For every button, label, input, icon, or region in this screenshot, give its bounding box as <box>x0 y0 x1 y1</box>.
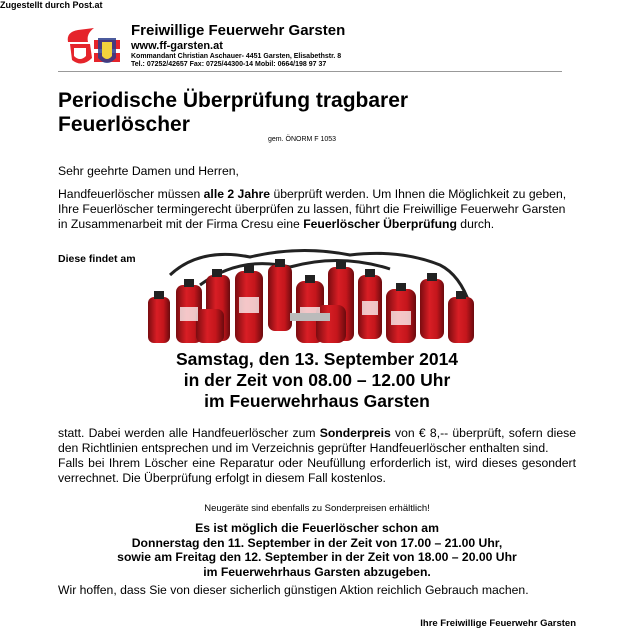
signature: Ihre Freiwillige Feuerwehr Garsten <box>420 618 576 629</box>
org-address: Kommandant Christian Aschauer- 4451 Garsten, Elisabethstr. 8 <box>131 53 342 60</box>
event-date: Samstag, den 13. September 2014 <box>175 349 459 369</box>
diese-findet-label: Diese findet am <box>58 253 136 265</box>
event-date-block <box>58 349 576 412</box>
intro-text: Handfeuerlöscher müssen <box>58 187 204 201</box>
details-text: von € 8,-- überprüft, sofern diese den Richtlinien entsprechen und im Verzeichnis geprüfter Handfeuerlöscher enthalten sind. <box>58 426 577 455</box>
event-location: im Feuerwehrhaus Garsten <box>204 391 430 411</box>
early-dropoff-thursday: Donnerstag den 11. September in der Zeit von 17.00 – 21.00 Uhr, <box>131 535 503 550</box>
header-divider <box>58 71 562 72</box>
details-text: statt. Dabei werden alle Handfeuerlöscher zum <box>58 426 320 440</box>
special-price-emphasis: Sonderpreis <box>319 426 391 440</box>
new-devices-note: Neugeräte sind ebenfalls zu Sonderpreisen erhältlich! <box>204 503 430 514</box>
early-dropoff-location: im Feuerwehrhaus Garsten abzugeben. <box>203 564 431 579</box>
org-website-link[interactable]: www.ff-garsten.at <box>131 40 223 52</box>
delivery-note: Zugestellt durch Post.at <box>0 0 103 10</box>
intro-text: überprüft werden. Um Ihnen die Möglichkeit zu geben, Ihre Feuerlöscher termingerecht überprüfen zu lassen, führt die Freiwillige Feuerwehr Garsten in Zusammenarbeit mit der Firma Cresu eine <box>58 187 567 231</box>
org-name: Freiwillige Feuerwehr Garsten <box>131 22 346 39</box>
early-dropoff-line: Es ist möglich die Feuerlöscher schon am <box>195 521 439 535</box>
repair-note: Falls bei Ihrem Löscher eine Reparatur oder Neufüllung erforderlich ist, wird dieses gesondert verrechnet. Die Überprüfung erfolgt in diesem Fall kostenlos. <box>58 456 576 485</box>
org-contact: Tel.: 07252/42657 Fax: 0725/44300-14 Mobil: 0664/198 97 37 <box>131 61 327 68</box>
document-title: Periodische Überprüfung tragbarer Feuerlöscher <box>58 89 409 136</box>
intro-paragraph <box>58 187 576 232</box>
fire-brigade-logo-icon <box>64 24 124 70</box>
intro-text: durch. <box>456 217 495 231</box>
fire-extinguishers-photo <box>140 245 485 345</box>
early-dropoff-friday: sowie am Freitag den 12. September in der Zeit von 18.00 – 20.00 Uhr <box>117 550 517 564</box>
intro-emphasis-check: Feuerlöscher Überprüfung <box>303 217 457 231</box>
early-dropoff-block <box>58 521 576 579</box>
salutation: Sehr geehrte Damen und Herren, <box>58 164 239 178</box>
norm-reference: gem. ÖNORM F 1053 <box>268 136 337 143</box>
closing-paragraph: Wir hoffen, dass Sie von dieser sicherlich günstigen Aktion reichlich Gebrauch machen. <box>58 583 529 597</box>
details-paragraph <box>58 426 576 486</box>
intro-emphasis-interval: alle 2 Jahre <box>203 187 271 201</box>
event-time: in der Zeit von 08.00 – 12.00 Uhr <box>183 370 451 390</box>
